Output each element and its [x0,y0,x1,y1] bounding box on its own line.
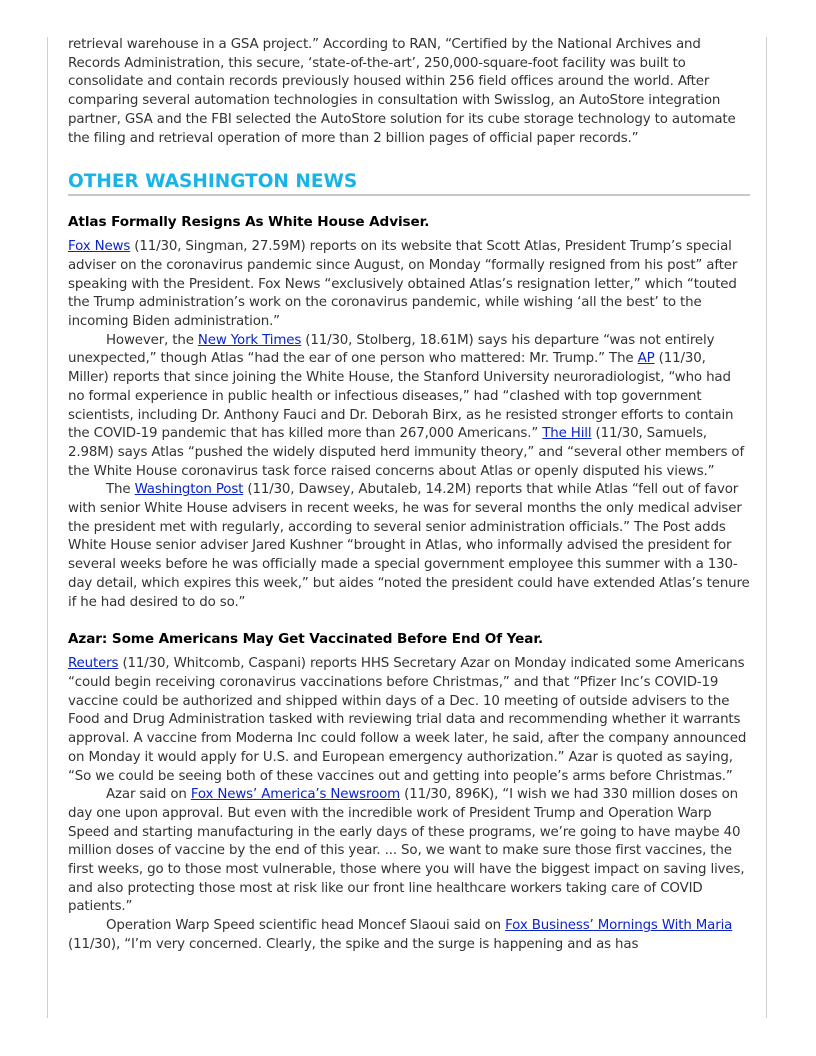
source-link-fox-news-americas-newsroom[interactable]: Fox News’ America’s Newsroom [190,787,401,803]
article-paragraph [68,917,750,954]
paragraph-text: (11/30, Stolberg, 18.61M) says his departure “was not entirely unexpected,” though Atlas “had the ear of one person who mattered: Mr. Trump.” The [68,332,715,367]
source-link-washington-post[interactable]: Washington Post [134,482,244,498]
source-link-new-york-times[interactable]: New York Times [197,332,302,348]
paragraph-text: (11/30, Dawsey, Abutaleb, 14.2M) reports that while Atlas “fell out of favor with senior White House advisers in recent weeks, he was for several months the only medical adviser the president met with regularly, according to several senior administration officials.” The Post adds White House senior adviser Jared Kushner “brought in Atlas, who informally advised the president for several weeks before he was officially made a special government employee this summer with a 130-day detail, which expires this week,” but aides “noted the president could have extended Atlas’s tenure if he had desired to do so.” [68,482,750,610]
source-link-reuters[interactable]: Reuters [68,656,119,672]
paragraph-text: Azar said on [106,787,191,803]
article-headline: Atlas Formally Resigns As White House Adviser. [68,214,430,231]
paragraph-text: (11/30, Miller) reports that since joining the White House, the Stanford University neuroradiologist, “who had no formal experience in public health or infectious diseases,” had “clashed with top government scientists, including Dr. Anthony Fauci and Dr. Deborah Birx, as he resisted stronger efforts to contain the COVID-19 pandemic that has killed more than 267,000 Americans.” [68,351,734,442]
source-link-fox-news[interactable]: Fox News [68,239,131,255]
paragraph-text: (11/30, Whitcomb, Caspani) reports HHS Secretary Azar on Monday indicated some Americans “could begin receiving coronavirus vaccinations before Christmas,” and that “Pfizer Inc’s COVID-19 vaccine could be authorized and shipped within days of a Dec. 10 meeting of outside advisers to the Food and Drug Administration tasked with reviewing trial data and recommending whether it warrants approval. A vaccine from Moderna Inc could follow a week later, he said, after the company announced on Monday it would apply for U.S. and European emergency authorization.” Azar is quoted as saying, “So we could be seeing both of these vaccines out and getting into people’s arms before Christmas.” [68,656,747,784]
continued-paragraph: retrieval warehouse in a GSA project.” According to RAN, “Certified by the National Archives and Records Administration, this secure, ‘state-of-the-art’, 250,000-square-foot facility was built to consolidate and contain records previously housed within 256 field offices around the world. After comparing several automation technologies in consultation with Swisslog, an AutoStore integration partner, GSA and the FBI selected the AutoStore solution for its cube storage technology to automate the filing and retrieval operation of more than 2 billion pages of official paper records.” [68,37,736,146]
source-link-ap[interactable]: AP [637,351,655,367]
paragraph-text: (11/30), “I’m very concerned. Clearly, the spike and the surge is happening and as has [68,936,639,952]
paragraph-text: However, the [106,332,198,348]
newsletter-body [68,36,750,955]
article-atlas [68,213,750,612]
article-paragraph [68,655,750,786]
article-headline: Azar: Some Americans May Get Vaccinated Before End Of Year. [68,631,544,648]
paragraph-text: (11/30, 896K), “I wish we had 330 million doses on day one upon approval. But even with the incredible work of President Trump and Operation Warp Speed and starting manufacturing in the early days of these programs, we’re going to have maybe 40 million doses of vaccine by the end of this year. ... So, we want to make sure those first vaccines, the first weeks, go to those most vulnerable, those where you will have the biggest impact on saving lives, and also protecting those most at risk like our front line healthcare workers taking care of COVID patients.” [68,787,745,915]
paragraph-text: (11/30, Singman, 27.59M) reports on its website that Scott Atlas, President Trump’s special adviser on the coronavirus pandemic since August, on Monday “formally resigned from his post” after speaking with the President. Fox News “exclusively obtained Atlas’s resignation letter,” which “touted the Trump administration’s work on the coronavirus pandemic, while wishing ‘all the best’ to the incoming Biden administration.” [68,239,738,330]
article-azar [68,630,750,954]
paragraph-text: Operation Warp Speed scientific head Moncef Slaoui said on [106,918,506,934]
paragraph-text: (11/30, Samuels, 2.98M) says Atlas “pushed the widely disputed herd immunity theory,” and “several other members of the White House coronavirus task force raised concerns about Atlas or openly disputed his views.” [68,426,745,479]
section-heading: OTHER WASHINGTON NEWS [68,170,750,196]
article-paragraph [68,481,750,612]
source-link-the-hill[interactable]: The Hill [542,426,592,442]
source-link-fox-business-mornings-with-maria[interactable]: Fox Business’ Mornings With Maria [505,918,733,934]
paragraph-text: The [106,482,135,498]
article-paragraph [68,786,750,917]
article-paragraph [68,238,750,332]
article-paragraph [68,332,750,482]
